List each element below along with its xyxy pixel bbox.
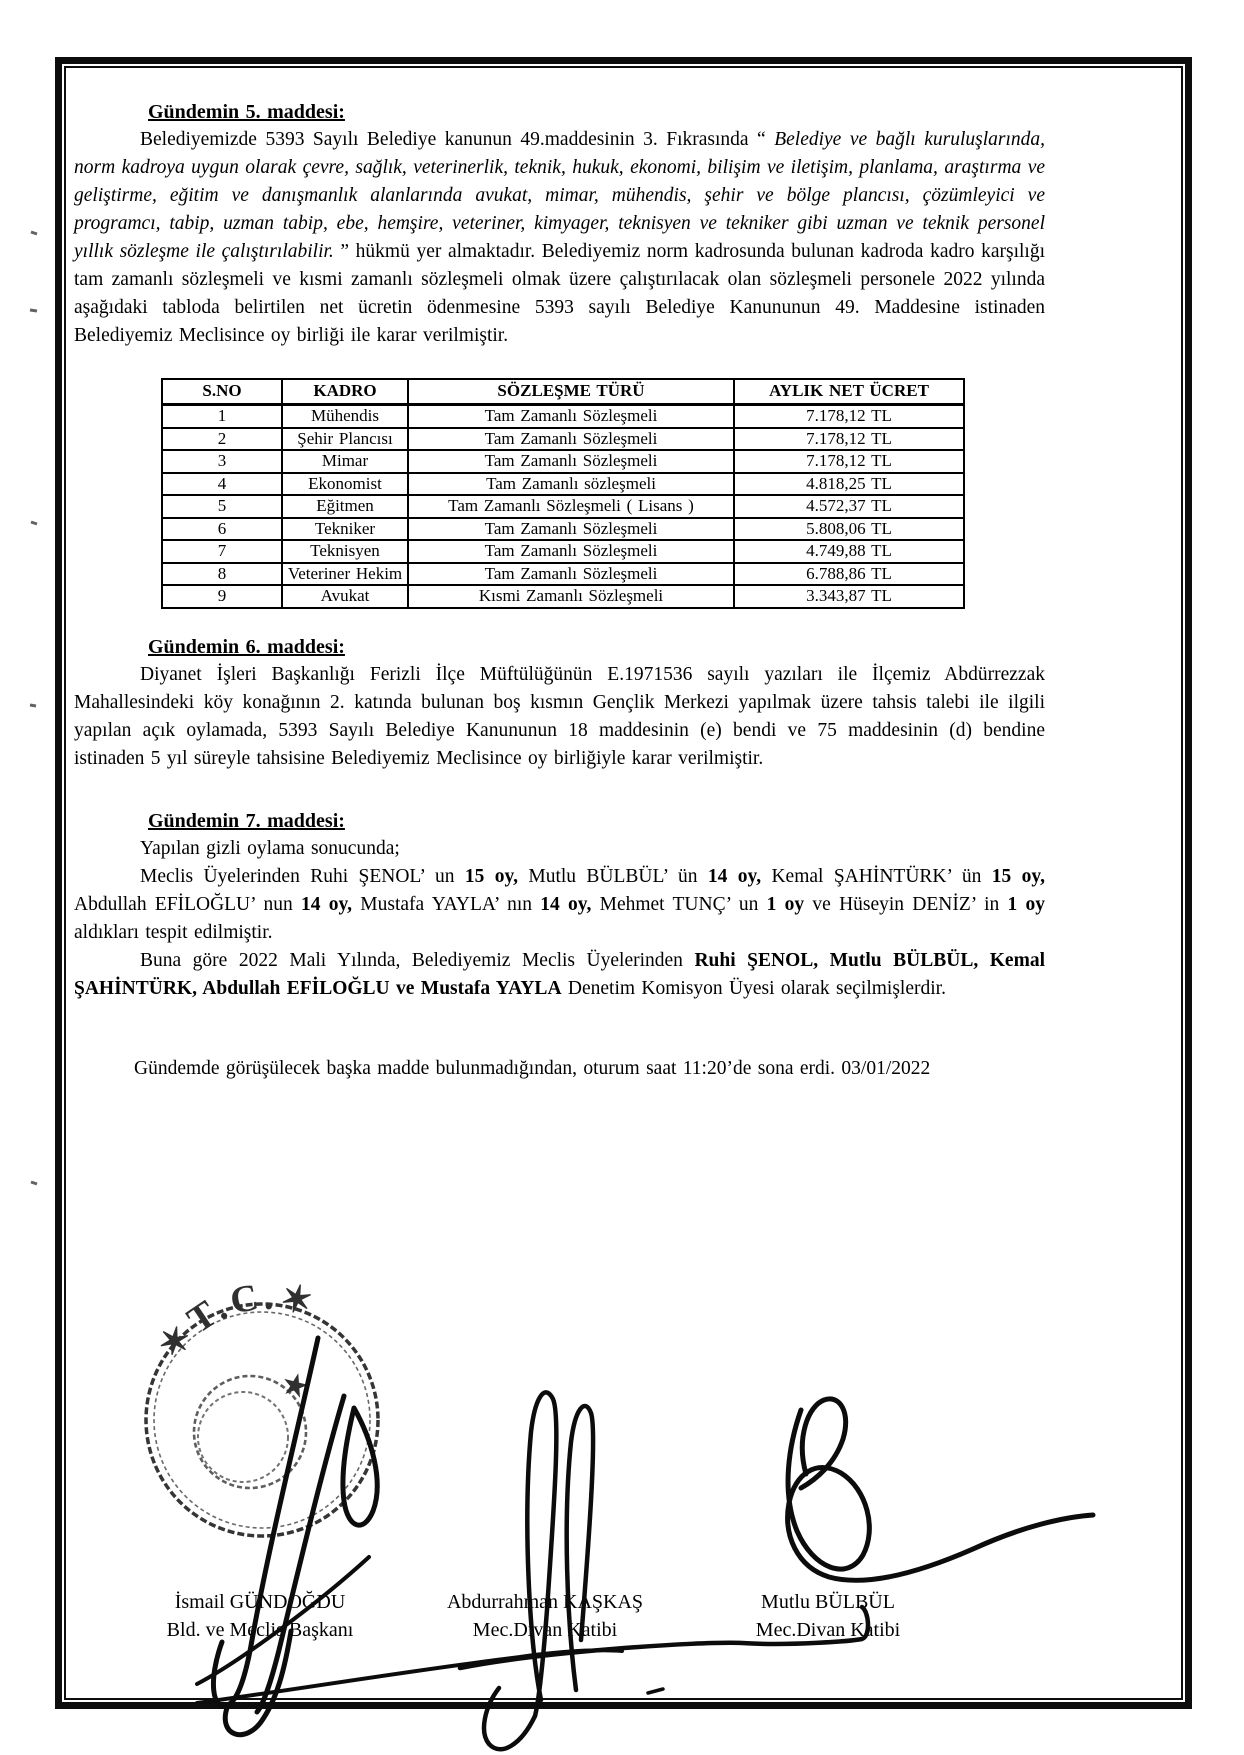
signer-title: Mec.Divan Katibi	[755, 1619, 901, 1641]
text-segment: Abdullah EFİLOĞLU’ nun	[74, 893, 301, 915]
table-cell: Şehir Plancısı	[282, 428, 408, 451]
text-segment: ” hükmü yer almaktadır. Belediyemiz norm kadrosunda bulunan kadroda kadro karşılığı tam zamanlı sözleşmeli ve kısmi zamanlı sözleşmeli olmak üzere çalıştırılacak olan sözleşmeli personele 2022 yılında aşağıdaki tabloda belirtilen net ücretin ödenmesine 5393 sayılı Belediye Kanununun 49. Maddesine istinaden Belediyemiz Meclisince oy birliği ile karar verilmiştir.	[74, 241, 1045, 346]
table-cell: Kısmi Zamanlı Sözleşmeli	[408, 585, 734, 608]
table-cell: Teknisyen	[282, 540, 408, 563]
text-segment: Meclis Üyelerinden Ruhi ŞENOL’ un	[140, 865, 465, 887]
table-row	[162, 473, 964, 496]
text-segment: 14 oy,	[707, 865, 762, 887]
signer-title: Bld. ve Meclis Başkanı	[166, 1619, 354, 1641]
table-row	[162, 540, 964, 563]
table-cell: Tekniker	[282, 518, 408, 541]
table-row	[162, 428, 964, 451]
text-segment: 15 oy,	[991, 865, 1045, 887]
closing-statement: Gündemde görüşülecek başka madde bulunmadığından, oturum saat 11:20’de sona erdi. 03/01/2022	[134, 1057, 931, 1079]
text-segment: Mehmet TUNÇ’ un	[591, 893, 767, 915]
text-segment: aldıkları tespit edilmiştir.	[74, 921, 273, 943]
table-row	[162, 495, 964, 518]
salary-table-header	[162, 379, 964, 405]
table-cell: Avukat	[282, 585, 408, 608]
table-row	[162, 563, 964, 586]
section-5-paragraph	[74, 126, 1045, 350]
table-cell: Veteriner Hekim	[282, 563, 408, 586]
col-header-kadro: KADRO	[282, 379, 408, 405]
table-cell: 2	[162, 428, 282, 451]
text-segment: 1 oy	[1007, 893, 1046, 915]
table-cell: Mühendis	[282, 405, 408, 428]
table-cell: 6.788,86 TL	[734, 563, 964, 586]
document-content	[74, 98, 1045, 1083]
salary-table-body	[162, 405, 964, 608]
table-cell: Tam Zamanlı Sözleşmeli	[408, 405, 734, 428]
text-segment: Belediyemizde 5393 Sayılı Belediye kanunun 49.maddesinin 3. Fıkrasında “	[140, 129, 775, 150]
table-cell: Tam Zamanlı Sözleşmeli	[408, 540, 734, 563]
seal-star-icon: ★	[277, 1364, 314, 1407]
col-header-sozlesme-turu: SÖZLEŞME TÜRÜ	[408, 379, 734, 405]
table-cell: 4.818,25 TL	[734, 473, 964, 496]
text-segment: ve Hüseyin DENİZ’ in	[804, 893, 1008, 915]
table-cell: 7.178,12 TL	[734, 405, 964, 428]
table-cell: Tam Zamanlı sözleşmeli	[408, 473, 734, 496]
table-cell: 8	[162, 563, 282, 586]
table-cell: 5.808,06 TL	[734, 518, 964, 541]
text-segment: 1 oy	[766, 893, 805, 915]
scan-noise	[30, 232, 37, 1184]
table-header-row	[162, 379, 964, 405]
table-cell: Tam Zamanlı Sözleşmeli	[408, 518, 734, 541]
section-7-heading: Gündemin 7. maddesi:	[148, 809, 345, 832]
page-border-inner	[64, 66, 1183, 1700]
text-segment: Ruhi ŞENOL, Mutlu BÜLBÜL, Kemal ŞAHİNTÜRK, Abdullah EFİLOĞLU ve Mustafa YAYLA	[74, 949, 1045, 999]
signer-name: Mutlu BÜLBÜL	[761, 1591, 895, 1613]
section-6-heading: Gündemin 6. maddesi:	[148, 635, 345, 658]
seal-text: ✶T.C.✶	[149, 1275, 321, 1368]
table-cell: Tam Zamanlı Sözleşmeli	[408, 450, 734, 473]
section-7-result-paragraph	[74, 947, 1045, 1003]
text-segment: Kemal ŞAHİNTÜRK’ ün	[761, 865, 992, 887]
table-cell: 3	[162, 450, 282, 473]
text-segment: Denetim Komisyon Üyesi olarak seçilmişlerdir.	[561, 977, 946, 999]
table-cell: Tam Zamanlı Sözleşmeli	[408, 563, 734, 586]
table-cell: 6	[162, 518, 282, 541]
table-cell: 9	[162, 585, 282, 608]
table-row	[162, 518, 964, 541]
table-cell: 4.749,88 TL	[734, 540, 964, 563]
salary-table	[161, 378, 965, 609]
signer-title: Mec.Divan Katibi	[472, 1619, 618, 1641]
page-border	[55, 57, 1192, 1709]
table-cell: 4	[162, 473, 282, 496]
signature-block-clerk-1	[395, 1588, 695, 1644]
signer-name: Abdurrahman KAŞKAŞ	[446, 1591, 644, 1613]
table-cell: 7.178,12 TL	[734, 450, 964, 473]
table-cell: Mimar	[282, 450, 408, 473]
table-row	[162, 585, 964, 608]
table-cell: Tam Zamanlı Sözleşmeli	[408, 428, 734, 451]
text-segment: 15 oy,	[464, 865, 518, 887]
text-segment: Mutlu BÜLBÜL’ ün	[518, 865, 708, 887]
table-cell: Tam Zamanlı Sözleşmeli ( Lisans )	[408, 495, 734, 518]
signer-name: İsmail GÜNDOĞDU	[174, 1591, 346, 1613]
section-6-paragraph: Diyanet İşleri Başkanlığı Ferizli İlçe Müftülüğünün E.1971536 sayılı yazıları ile İlçemiz Abdürrezzak Mahallesindeki köy konağının 2. katında bulunan boş kısmın Gençlik Merkezi yapılmak üzere tahsis talebi ile ilgili yapılan açık oylamada, 5393 Sayılı Belediye Kanununun 18 maddesinin (e) bendi ve 75 maddesinin (d) bendine istinaden 5 yıl süreyle tahsisine Belediyemiz Meclisince oy birliğiyle karar verilmiştir.	[74, 663, 1045, 769]
text-segment: Mustafa YAYLA’ nın	[352, 893, 541, 915]
section-5-heading: Gündemin 5. maddesi:	[148, 101, 345, 123]
table-row	[162, 450, 964, 473]
table-cell: Ekonomist	[282, 473, 408, 496]
text-segment: 14 oy,	[300, 893, 353, 915]
text-segment: Buna göre 2022 Mali Yılında, Belediyemiz Meclis Üyelerinden	[140, 949, 695, 971]
table-cell: 4.572,37 TL	[734, 495, 964, 518]
text-segment: Belediye ve bağlı kuruluşlarında, norm kadroya uygun olarak çevre, sağlık, veterinerlik, teknik, hukuk, ekonomi, bilişim ve iletişim, planlama, araştırma ve geliştirme, eğitim ve danışmanlık alanlarında avukat, mimar, mühendis, şehir ve bölge plancısı, çözümleyici ve programcı, tabip, uzman tabip, ebe, hemşire, veteriner, kimyager, teknisyen ve tekniker gibi uzman ve teknik personel yıllık sözleşme ile çalıştırılabilir.	[74, 129, 1045, 262]
table-cell: 7.178,12 TL	[734, 428, 964, 451]
table-cell: 3.343,87 TL	[734, 585, 964, 608]
section-7-line1: Yapılan gizli oylama sonucunda;	[140, 837, 400, 859]
text-segment: 14 oy,	[540, 893, 592, 915]
table-cell: 5	[162, 495, 282, 518]
signature-block-clerk-2	[678, 1588, 978, 1644]
section-7-votes-paragraph	[74, 863, 1045, 947]
table-row	[162, 405, 964, 428]
table-cell: Eğitmen	[282, 495, 408, 518]
table-cell: 7	[162, 540, 282, 563]
table-cell: 1	[162, 405, 282, 428]
signature-block-mayor	[95, 1588, 425, 1644]
col-header-aylik-net-ucret: AYLIK NET ÜCRET	[734, 379, 964, 405]
col-header-sno: S.NO	[162, 379, 282, 405]
